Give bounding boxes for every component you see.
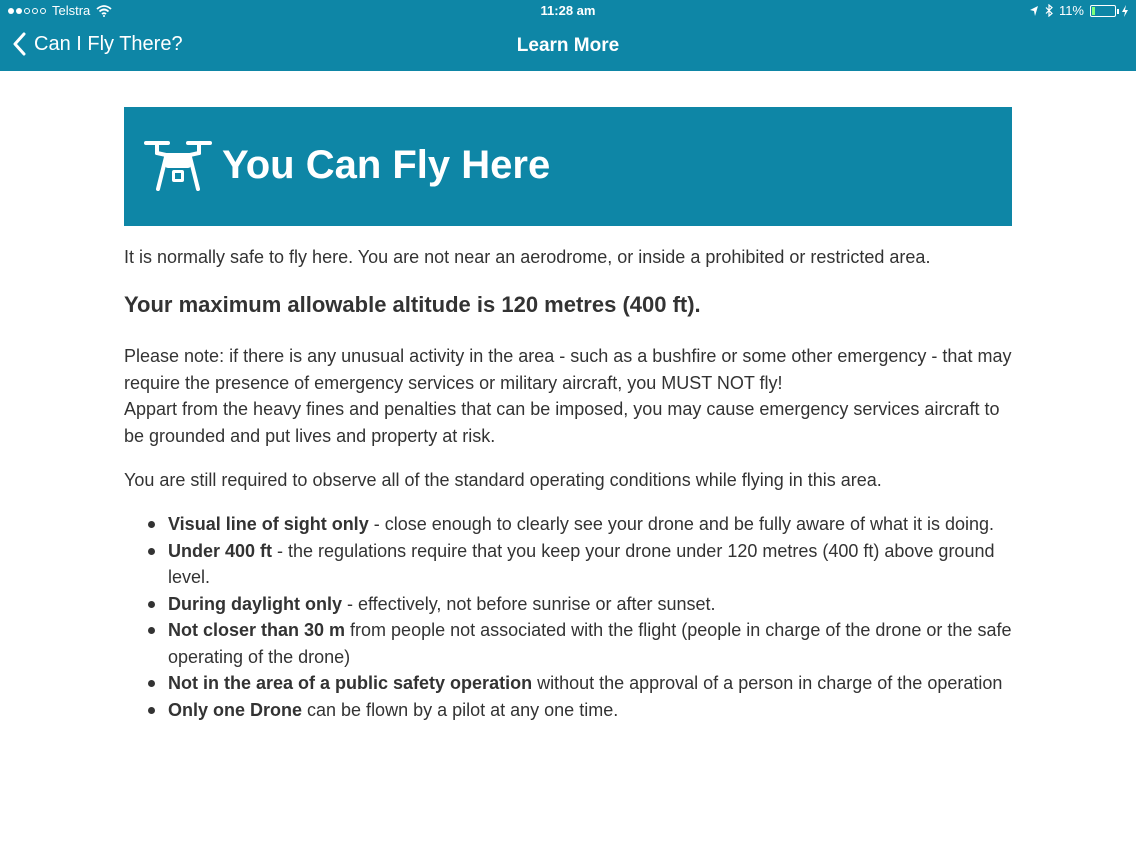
charging-bolt-icon: [1122, 5, 1128, 17]
bullet-icon: [148, 548, 155, 555]
rule-text: - the regulations require that you keep your drone under 120 metres (400 ft) above ground level.: [168, 540, 995, 587]
list-item: [124, 538, 1014, 591]
rule-text: without the approval of a person in charge of the operation: [532, 673, 1003, 693]
rule-title: Only one Drone: [168, 699, 303, 720]
intro-text: It is normally safe to fly here. You are not near an aerodrome, or inside a prohibited or restricted area.: [124, 247, 931, 267]
top-bar: [0, 0, 1136, 71]
battery-percent: 11%: [1058, 3, 1084, 18]
bullet-icon: [148, 627, 155, 634]
list-item: [124, 591, 1014, 618]
note-line-1: Please note: if there is any unusual activity in the area - such as a bushfire or some other emergency - that may require the presence of emergency services or military aircraft, you MUST NOT fly!: [124, 346, 1012, 393]
drone-icon: [144, 137, 212, 193]
bullet-icon: [148, 707, 155, 714]
status-banner: [124, 107, 1012, 226]
list-item: [124, 697, 1014, 724]
navigation-bar: [0, 22, 1136, 71]
carrier-label: Telstra: [52, 3, 91, 18]
bullet-icon: [148, 601, 155, 608]
bluetooth-icon: [1045, 4, 1053, 17]
rule-title: During daylight only: [168, 593, 342, 614]
banner-title: You Can Fly Here: [222, 143, 551, 187]
rule-text: - effectively, not before sunrise or after sunset.: [342, 593, 716, 614]
status-bar: [0, 0, 1136, 22]
rule-title: Not in the area of a public safety operation: [168, 673, 533, 693]
observe-text: You are still required to observe all of the standard operating conditions while flying in this area.: [124, 470, 882, 490]
altitude-heading: Your maximum allowable altitude is 120 metres (400 ft).: [124, 292, 701, 317]
list-item: [124, 511, 1014, 538]
rule-text: - close enough to clearly see your drone and be fully aware of what it is doing.: [368, 514, 995, 534]
bullet-icon: [148, 680, 155, 687]
rule-text: from people not associated with the flight (people in charge of the drone or the safe operating of the drone): [168, 620, 1012, 667]
rule-title: Under 400 ft: [168, 540, 273, 561]
location-arrow-icon: [1029, 5, 1039, 17]
note-paragraph: [124, 343, 1014, 449]
bullet-icon: [148, 521, 155, 528]
list-item: [124, 617, 1014, 670]
list-item: [124, 670, 1014, 697]
back-button-label: Can I Fly There?: [34, 32, 183, 55]
note-line-2: Appart from the heavy fines and penalties that can be imposed, you may cause emergency services aircraft to be grounded and put lives and property at risk.: [124, 399, 1000, 446]
battery-icon: [1090, 5, 1116, 17]
clock: 11:28 am: [540, 3, 596, 18]
rule-title: Not closer than 30 m: [168, 620, 346, 640]
page-title: Learn More: [516, 35, 620, 56]
rule-text: can be flown by a pilot at any one time.: [302, 699, 619, 720]
rule-title: Visual line of sight only: [168, 514, 369, 534]
rules-list: [124, 511, 1014, 723]
